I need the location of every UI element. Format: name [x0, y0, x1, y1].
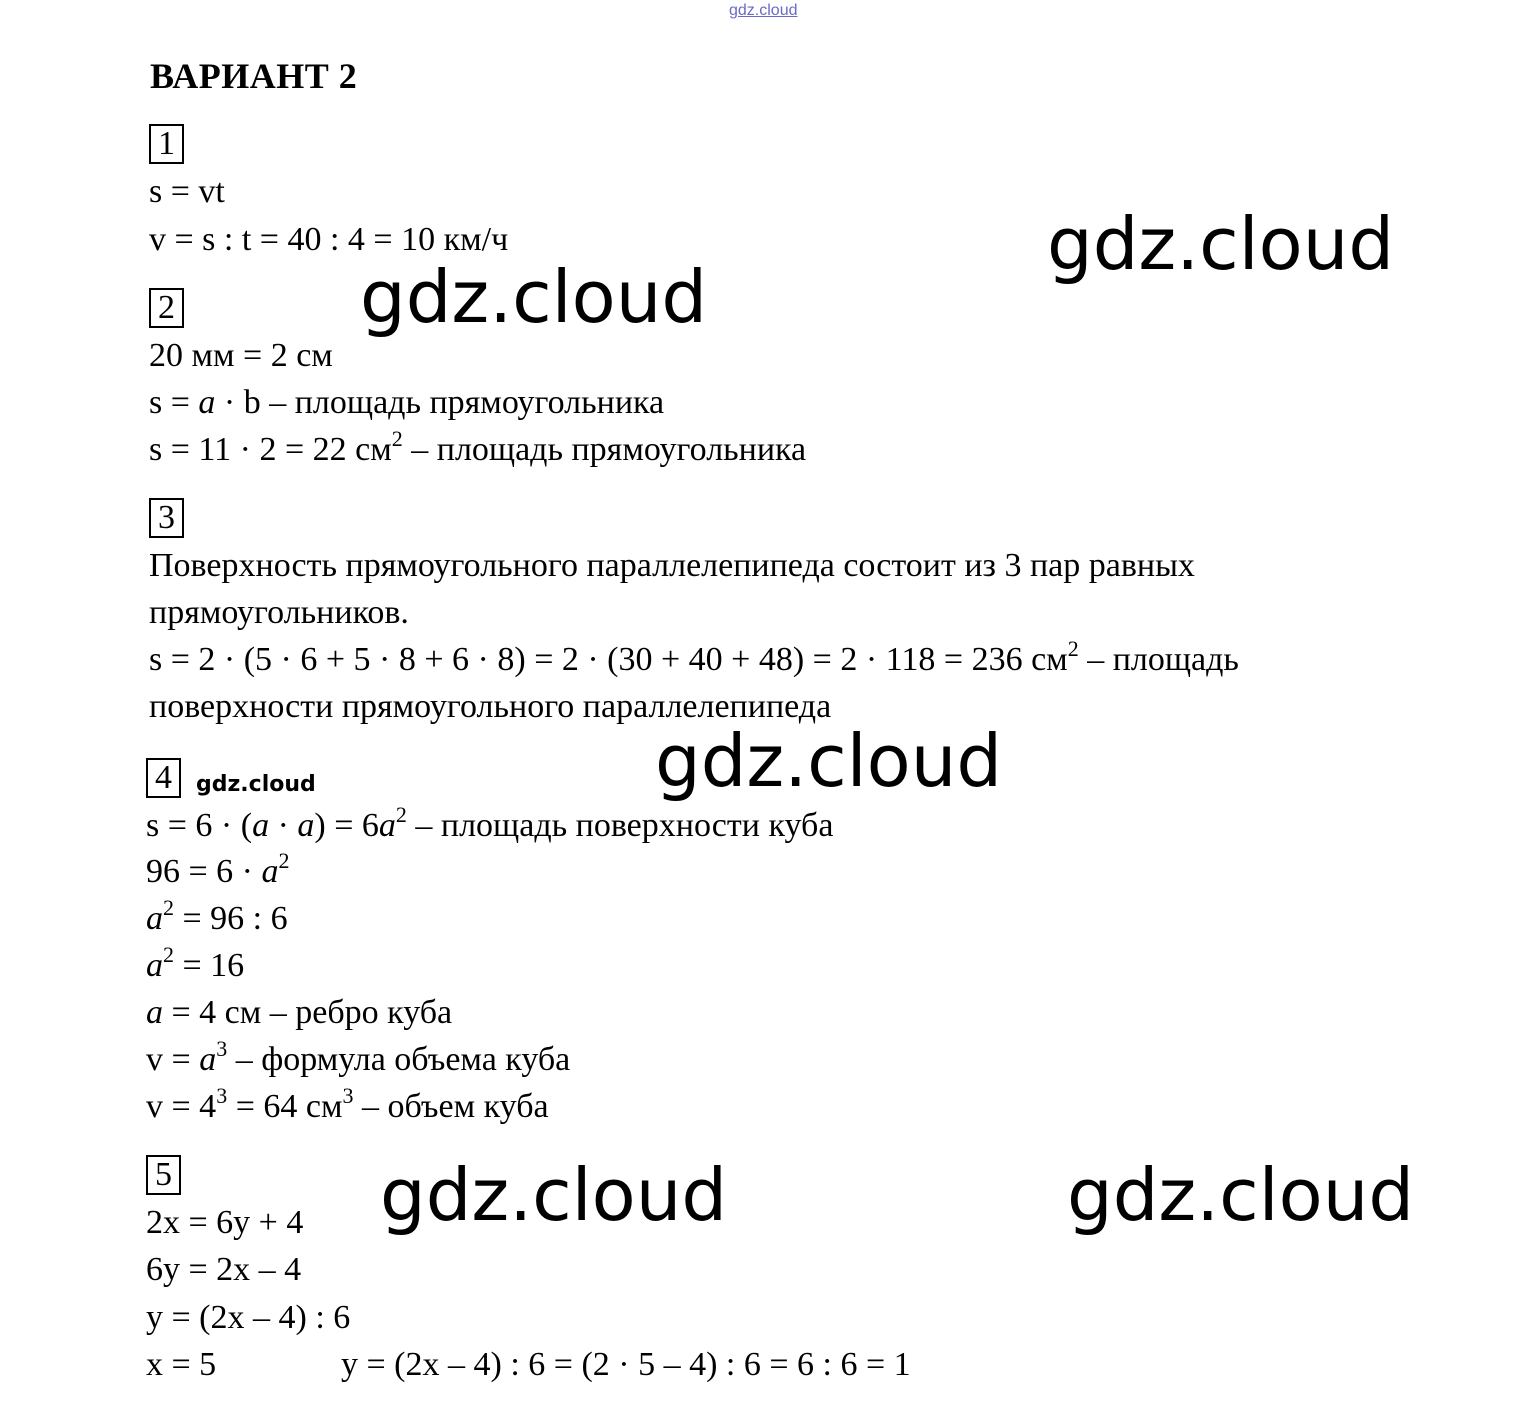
task-2-number-box: 2 — [149, 288, 184, 328]
task-4-number-box: 4 — [146, 758, 181, 798]
task-4-line-6: $v = a^3$ – формула объема куба — [146, 1036, 571, 1078]
task-2-line-1: 20 мм = 2 см — [149, 337, 333, 374]
watermark-5: gdz.cloud — [1067, 1153, 1415, 1237]
task-3-line-2: прямоугольников. — [149, 594, 409, 631]
watermark-small: gdz.cloud — [196, 772, 316, 797]
task-5-number-box: 5 — [146, 1155, 181, 1195]
page-title: ВАРИАНТ 2 — [150, 56, 358, 96]
task-5-line-3: y = (2x – 4) : 6 — [146, 1299, 351, 1336]
watermark-2: gdz.cloud — [360, 255, 708, 339]
watermark-1: gdz.cloud — [1047, 202, 1395, 286]
task-1-line-1: s = vt — [149, 173, 225, 210]
task-3-number-box: 3 — [149, 498, 184, 538]
task-4-line-2: $96 = 6 \cdot a^2$ — [146, 848, 290, 890]
watermark-top-link: gdz.cloud — [729, 2, 798, 19]
task-4-line-3: $a^2 = 96$ : 6 — [146, 895, 288, 937]
task-4-line-5: a = 4 см – ребро куба — [146, 994, 453, 1031]
task-4-line-1: $s = 6 \cdot (a \cdot a) = 6a^2$ – площадь поверхности куба — [146, 802, 834, 844]
task-2-line-2: s = a · b – площадь прямоугольника — [149, 384, 665, 421]
task-5-line-2: 6y = 2x – 4 — [146, 1251, 302, 1288]
watermark-3: gdz.cloud — [655, 719, 1003, 803]
task-5-line-4a: x = 5 — [146, 1346, 217, 1383]
task-3-line-3: s = 2 · (5 · 6 + 5 · 8 + 6 · 8) = 2 · (30 + 40 + 48) = 2 · 118 = 236 $см^2$ – площадь — [149, 636, 1239, 678]
task-5-line-1: 2x = 6y + 4 — [146, 1204, 304, 1241]
task-4-line-7: $v = 4^3 = 64$ $см^3$ – объем куба — [146, 1083, 549, 1125]
task-1-number-box: 1 — [149, 124, 184, 164]
task-1-line-2: v = s : t = 40 : 4 = 10 км/ч — [149, 221, 509, 258]
task-3-line-1: Поверхность прямоугольного параллелепипеда состоит из 3 пар равных — [149, 547, 1195, 584]
task-5-line-4b: y = (2x – 4) : 6 = (2 · 5 – 4) : 6 = 6 : 6 = 1 — [341, 1346, 911, 1383]
task-2-line-3: s = 11 · 2 = 22 $см^2$ – площадь прямоугольника — [149, 426, 807, 468]
watermark-4: gdz.cloud — [380, 1153, 728, 1237]
task-3-line-4: поверхности прямоугольного параллелепипеда — [149, 688, 832, 725]
task-4-line-4: $a^2 = 16$ — [146, 942, 245, 984]
